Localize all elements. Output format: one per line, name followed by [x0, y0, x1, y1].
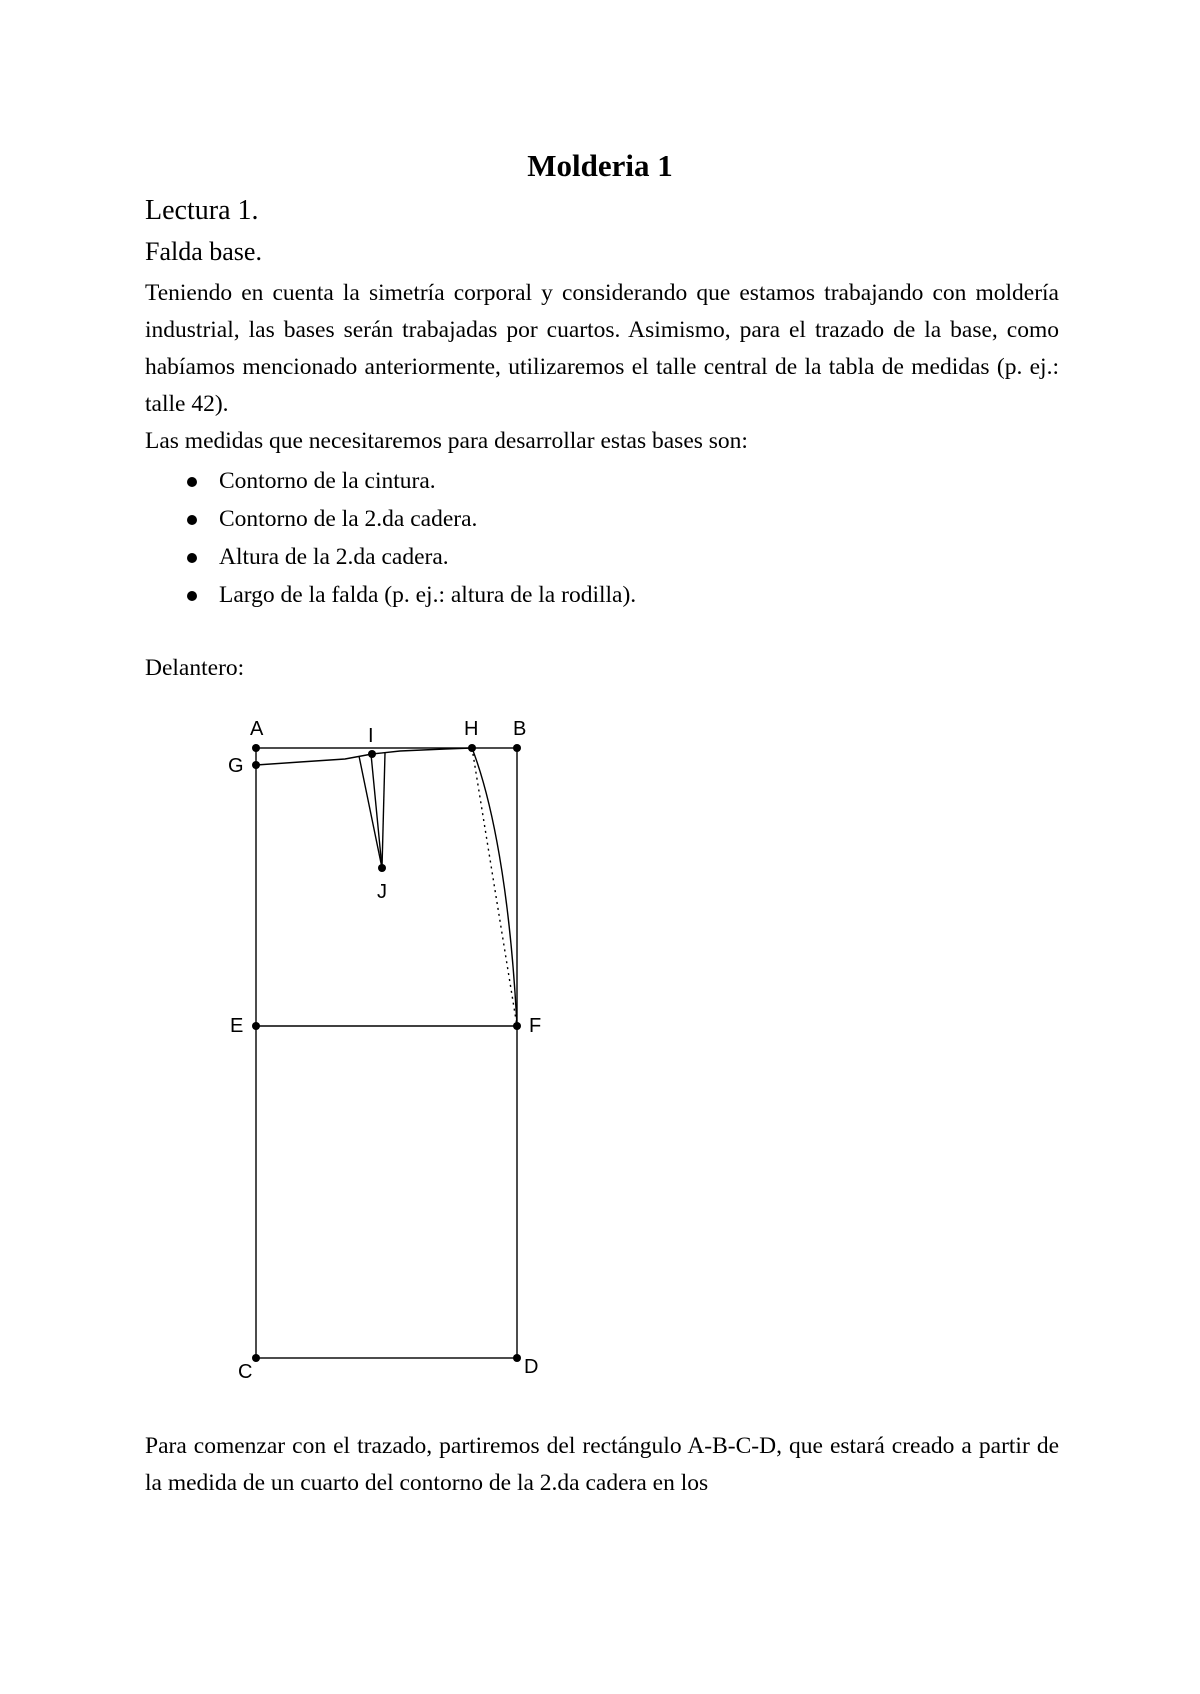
label-j: J	[377, 881, 387, 903]
point-d	[513, 1354, 521, 1362]
label-d: D	[524, 1356, 539, 1378]
label-a: A	[250, 718, 264, 740]
list-item	[145, 538, 636, 576]
label-e: E	[230, 1015, 244, 1037]
point-j	[378, 864, 386, 872]
label-g: G	[228, 755, 244, 777]
label-i: I	[368, 725, 374, 747]
point-i	[368, 750, 376, 758]
dart-left-inner	[371, 754, 382, 868]
dart-left-outer	[359, 756, 382, 868]
label-f: F	[529, 1015, 542, 1037]
side-curve	[472, 748, 517, 1026]
lecture-heading: Lectura 1.	[145, 195, 259, 226]
bullet-icon	[187, 553, 197, 563]
point-h	[468, 744, 476, 752]
subject-heading: Falda base.	[145, 237, 262, 266]
section-label-front: Delantero:	[145, 655, 245, 681]
list-item-text: Contorno de la cintura.	[219, 468, 436, 494]
side-guide-dotted	[472, 748, 517, 1026]
label-b: B	[513, 718, 527, 740]
rectangle-abcd	[256, 748, 517, 1358]
page-title: Molderia 1	[527, 148, 673, 183]
label-h: H	[464, 718, 479, 740]
list-item	[145, 500, 636, 538]
point-b	[513, 744, 521, 752]
point-f	[513, 1022, 521, 1030]
outro-paragraph: Para comenzar con el trazado, partiremos del rectángulo A-B-C-D, que estará creado a partir de la medida de un cuarto del contorno de la 2.da cadera en los	[145, 1433, 1059, 1496]
waist-curve	[256, 748, 472, 765]
list-item-text: Largo de la falda (p. ej.: altura de la rodilla).	[219, 582, 637, 608]
list-item	[145, 576, 636, 614]
bullet-icon	[187, 477, 197, 487]
measures-intro: Las medidas que necesitaremos para desarrollar estas bases son:	[145, 428, 748, 454]
point-e	[252, 1022, 260, 1030]
intro-paragraph: Teniendo en cuenta la simetría corporal y considerando que estamos trabajando con moldería industrial, las bases serán trabajadas por cuartos. Asimismo, para el trazado de la base, como habíamos mencionado anteriormente, utilizaremos el talle central de la tabla de medidas (p. ej.: talle 42).	[145, 280, 1059, 417]
dart-right	[382, 753, 385, 868]
bullet-icon	[187, 515, 197, 525]
label-c: C	[238, 1361, 253, 1383]
point-c	[252, 1354, 260, 1362]
list-item	[145, 462, 636, 500]
bullet-icon	[187, 591, 197, 601]
list-item-text: Altura de la 2.da cadera.	[219, 544, 449, 570]
list-item-text: Contorno de la 2.da cadera.	[219, 506, 478, 532]
point-g	[252, 761, 260, 769]
point-a	[252, 744, 260, 752]
measures-list	[145, 462, 636, 614]
